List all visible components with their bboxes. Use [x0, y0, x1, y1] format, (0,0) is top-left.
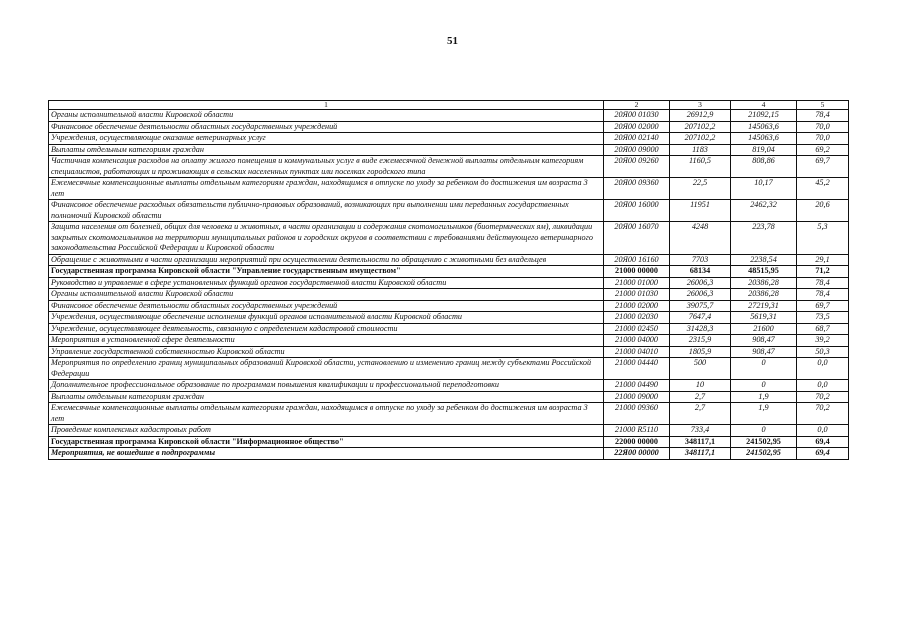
row-name-cell: Государственная программа Кировской области "Управление государственным имуществом" [49, 266, 604, 278]
row-plan-cell: 207102,2 [670, 133, 731, 145]
row-percent-cell: 39,2 [797, 335, 849, 347]
table-row [49, 425, 849, 437]
row-plan-cell: 500 [670, 358, 731, 380]
row-code-cell: 20Я00 02140 [604, 133, 670, 145]
row-plan-cell: 11951 [670, 200, 731, 222]
row-code-cell: 20Я00 01030 [604, 110, 670, 122]
table-row [49, 448, 849, 460]
row-name-cell: Дополнительное профессиональное образование по программам повышения квалификации и профессиональной переподготовки [49, 380, 604, 392]
header-col-3: 3 [670, 101, 731, 110]
row-code-cell: 21000 09000 [604, 391, 670, 403]
row-percent-cell: 0,0 [797, 358, 849, 380]
row-name-cell: Органы исполнительной власти Кировской области [49, 110, 604, 122]
row-fact-cell: 5619,31 [731, 312, 797, 324]
row-code-cell: 21000 04440 [604, 358, 670, 380]
table-row [49, 144, 849, 156]
row-name-cell: Государственная программа Кировской области "Информационное общество" [49, 436, 604, 448]
row-percent-cell: 78,4 [797, 277, 849, 289]
row-percent-cell: 5,3 [797, 222, 849, 255]
row-percent-cell: 69,7 [797, 300, 849, 312]
row-fact-cell: 0 [731, 380, 797, 392]
row-fact-cell: 145063,6 [731, 121, 797, 133]
row-plan-cell: 2,7 [670, 403, 731, 425]
row-code-cell: 20Я00 16000 [604, 200, 670, 222]
row-fact-cell: 1,9 [731, 403, 797, 425]
row-plan-cell: 207102,2 [670, 121, 731, 133]
row-plan-cell: 26006,3 [670, 277, 731, 289]
row-fact-cell: 21092,15 [731, 110, 797, 122]
row-percent-cell: 71,2 [797, 266, 849, 278]
row-fact-cell: 0 [731, 425, 797, 437]
row-code-cell: 20Я00 02000 [604, 121, 670, 133]
row-code-cell: 21000 04010 [604, 346, 670, 358]
row-fact-cell: 223,78 [731, 222, 797, 255]
row-percent-cell: 70,2 [797, 391, 849, 403]
row-plan-cell: 10 [670, 380, 731, 392]
table-row [49, 121, 849, 133]
row-name-cell: Ежемесячные компенсационные выплаты отдельным категориям граждан, находящимся в отпуске по уходу за ребенком до достижения им возраста 3 лет [49, 403, 604, 425]
header-col-2: 2 [604, 101, 670, 110]
row-name-cell: Выплаты отдельным категориям граждан [49, 391, 604, 403]
row-name-cell: Мероприятия в установленной сфере деятельности [49, 335, 604, 347]
page-number: 51 [447, 35, 458, 47]
row-name-cell: Мероприятия по определению границ муниципальных образований Кировской области, установлению и изменению границ между субъектами Российской Федерации [49, 358, 604, 380]
row-plan-cell: 348117,1 [670, 436, 731, 448]
row-code-cell: 21000 00000 [604, 266, 670, 278]
row-percent-cell: 73,5 [797, 312, 849, 324]
table-row [49, 289, 849, 301]
table-row [49, 323, 849, 335]
table-header-row [49, 101, 849, 110]
row-name-cell: Учреждения, осуществляющие оказание ветеринарных услуг [49, 133, 604, 145]
row-fact-cell: 20386,28 [731, 277, 797, 289]
header-col-4: 4 [731, 101, 797, 110]
row-name-cell: Частичная компенсация расходов на оплату жилого помещения и коммунальных услуг в виде ежемесячной денежной выплаты отдельным категориям специалистов, работающих и проживающих в сельских населенных пунктах или поселках городского типа [49, 156, 604, 178]
table-row [49, 156, 849, 178]
budget-table [48, 100, 849, 460]
row-fact-cell: 241502,95 [731, 436, 797, 448]
row-percent-cell: 70,0 [797, 121, 849, 133]
row-code-cell: 21000 09360 [604, 403, 670, 425]
row-name-cell: Учреждение, осуществляющее деятельность, связанную с определением кадастровой стоимости [49, 323, 604, 335]
row-plan-cell: 26912,9 [670, 110, 731, 122]
row-code-cell: 21000 01030 [604, 289, 670, 301]
row-fact-cell: 10,17 [731, 178, 797, 200]
row-plan-cell: 7703 [670, 254, 731, 266]
row-plan-cell: 26006,3 [670, 289, 731, 301]
row-name-cell: Учреждения, осуществляющие обеспечение исполнения функций органов исполнительной власти Кировской области [49, 312, 604, 324]
table-row [49, 358, 849, 380]
row-code-cell: 21000 02000 [604, 300, 670, 312]
table-row [49, 391, 849, 403]
row-code-cell: 20Я00 09260 [604, 156, 670, 178]
row-name-cell: Ежемесячные компенсационные выплаты отдельным категориям граждан, находящимся в отпуске по уходу за ребенком до достижения им возраста 3 лет [49, 178, 604, 200]
row-plan-cell: 7647,4 [670, 312, 731, 324]
row-fact-cell: 2238,54 [731, 254, 797, 266]
row-code-cell: 21000 01000 [604, 277, 670, 289]
row-name-cell: Финансовое обеспечение расходных обязательств публично-правовых образований, возникающих при выполнении ими переданных государственных полномочий Кировской области [49, 200, 604, 222]
row-fact-cell: 908,47 [731, 346, 797, 358]
row-code-cell: 21000 04490 [604, 380, 670, 392]
row-fact-cell: 20386,28 [731, 289, 797, 301]
row-fact-cell: 808,86 [731, 156, 797, 178]
row-plan-cell: 2315,9 [670, 335, 731, 347]
row-percent-cell: 20,6 [797, 200, 849, 222]
row-code-cell: 20Я00 09360 [604, 178, 670, 200]
table-row [49, 335, 849, 347]
row-plan-cell: 22,5 [670, 178, 731, 200]
row-code-cell: 21000 04000 [604, 335, 670, 347]
row-plan-cell: 4248 [670, 222, 731, 255]
table-row [49, 346, 849, 358]
table-row [49, 266, 849, 278]
row-percent-cell: 70,0 [797, 133, 849, 145]
row-plan-cell: 31428,3 [670, 323, 731, 335]
row-fact-cell: 145063,6 [731, 133, 797, 145]
row-fact-cell: 2462,32 [731, 200, 797, 222]
row-percent-cell: 78,4 [797, 110, 849, 122]
table-row [49, 312, 849, 324]
row-percent-cell: 78,4 [797, 289, 849, 301]
row-percent-cell: 29,1 [797, 254, 849, 266]
row-percent-cell: 0,0 [797, 380, 849, 392]
row-name-cell: Проведение комплексных кадастровых работ [49, 425, 604, 437]
row-fact-cell: 1,9 [731, 391, 797, 403]
table-row [49, 222, 849, 255]
row-code-cell: 22000 00000 [604, 436, 670, 448]
row-name-cell: Защита населения от болезней, общих для человека и животных, в части организации и содержания скотомогильников (биотермических ям), ликвидации закрытых скотомогильников на территории муниципальных районов и городских округов в соответствии с требованиями действующего ветеринарного законодательства Российской Федерации и Кировской области [49, 222, 604, 255]
row-name-cell: Органы исполнительной власти Кировской области [49, 289, 604, 301]
row-code-cell: 22Я00 00000 [604, 448, 670, 460]
row-fact-cell: 27219,31 [731, 300, 797, 312]
row-name-cell: Финансовое обеспечение деятельности областных государственных учреждений [49, 300, 604, 312]
row-percent-cell: 68,7 [797, 323, 849, 335]
row-plan-cell: 348117,1 [670, 448, 731, 460]
header-col-1: 1 [49, 101, 604, 110]
table-row [49, 277, 849, 289]
row-name-cell: Управление государственной собственностью Кировской области [49, 346, 604, 358]
row-plan-cell: 68134 [670, 266, 731, 278]
header-col-5: 5 [797, 101, 849, 110]
row-name-cell: Обращение с животными в части организации мероприятий при осуществлении деятельности по обращению с животными без владельцев [49, 254, 604, 266]
row-code-cell: 21000 02030 [604, 312, 670, 324]
row-name-cell: Руководство и управление в сфере установленных функций органов государственной власти Кировской области [49, 277, 604, 289]
row-fact-cell: 48515,95 [731, 266, 797, 278]
row-code-cell: 20Я00 16070 [604, 222, 670, 255]
row-name-cell: Финансовое обеспечение деятельности областных государственных учреждений [49, 121, 604, 133]
row-code-cell: 20Я00 16160 [604, 254, 670, 266]
table-row [49, 380, 849, 392]
row-fact-cell: 0 [731, 358, 797, 380]
row-percent-cell: 69,4 [797, 436, 849, 448]
row-plan-cell: 2,7 [670, 391, 731, 403]
row-percent-cell: 69,7 [797, 156, 849, 178]
row-percent-cell: 69,2 [797, 144, 849, 156]
row-percent-cell: 70,2 [797, 403, 849, 425]
table-row [49, 178, 849, 200]
row-percent-cell: 45,2 [797, 178, 849, 200]
row-code-cell: 21000 R5110 [604, 425, 670, 437]
row-fact-cell: 819,04 [731, 144, 797, 156]
table-row [49, 200, 849, 222]
row-percent-cell: 69,4 [797, 448, 849, 460]
row-code-cell: 20Я00 09000 [604, 144, 670, 156]
row-code-cell: 21000 02450 [604, 323, 670, 335]
row-plan-cell: 39075,7 [670, 300, 731, 312]
row-fact-cell: 21600 [731, 323, 797, 335]
row-plan-cell: 1183 [670, 144, 731, 156]
row-plan-cell: 1160,5 [670, 156, 731, 178]
table-row [49, 133, 849, 145]
row-plan-cell: 1805,9 [670, 346, 731, 358]
row-fact-cell: 908,47 [731, 335, 797, 347]
table-row [49, 300, 849, 312]
row-name-cell: Выплаты отдельным категориям граждан [49, 144, 604, 156]
row-name-cell: Мероприятия, не вошедшие в подпрограммы [49, 448, 604, 460]
table-row [49, 436, 849, 448]
table-row [49, 403, 849, 425]
row-percent-cell: 0,0 [797, 425, 849, 437]
row-fact-cell: 241502,95 [731, 448, 797, 460]
table-row [49, 110, 849, 122]
table-row [49, 254, 849, 266]
row-percent-cell: 50,3 [797, 346, 849, 358]
table-body [49, 110, 849, 460]
row-plan-cell: 733,4 [670, 425, 731, 437]
